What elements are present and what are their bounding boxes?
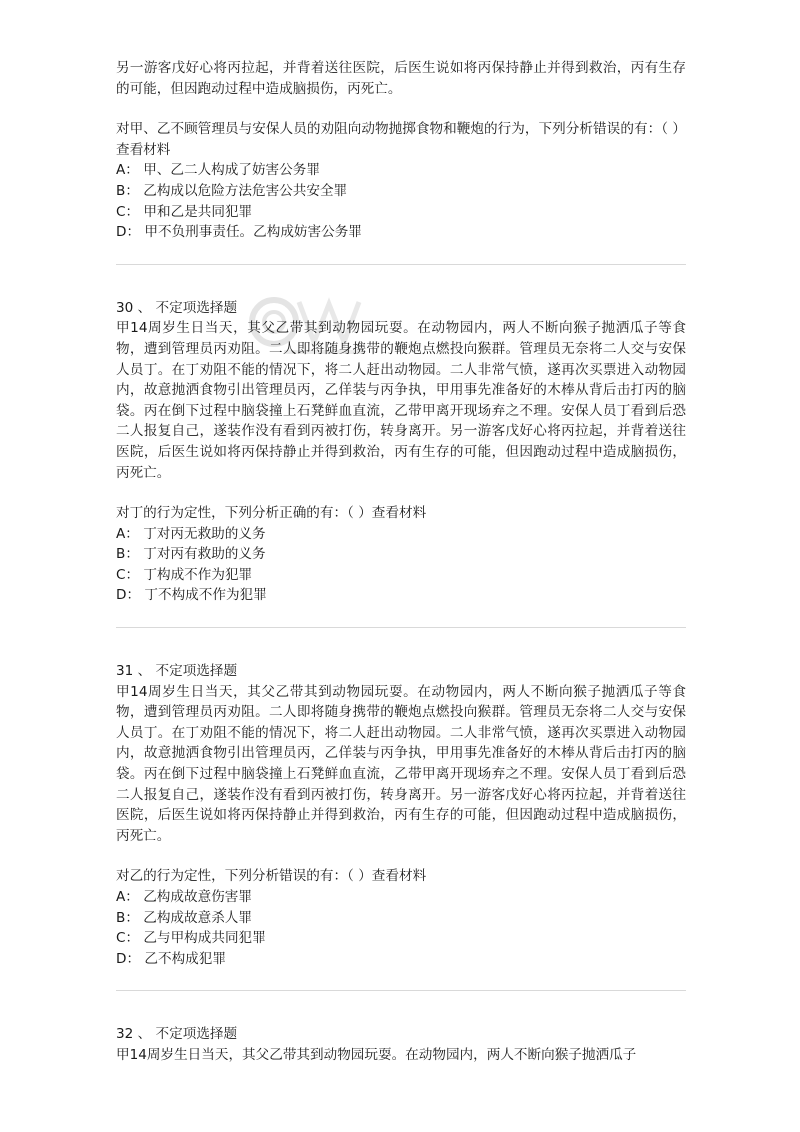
question-stem: 对丁的行为定性，下列分析正确的有：（ ）查看材料 xyxy=(116,505,427,522)
question-header: 30 、 不定项选择题 xyxy=(116,299,238,316)
option-c[interactable]: C： 甲和乙是共同犯罪 xyxy=(116,203,253,220)
divider xyxy=(116,264,686,265)
option-d[interactable]: D： 甲不负刑事责任。乙构成妨害公务罪 xyxy=(116,224,362,241)
question-stem: 对甲、乙不顾管理员与安保人员的劝阻向动物抛掷食物和鞭炮的行为，下列分析错误的有：（ ）查看材料 xyxy=(116,121,686,158)
question-passage: 甲14周岁生日当天，其父乙带其到动物园玩耍。在动物园内，两人不断向猴子抛洒瓜子等食物，遭到管理员丙劝阻。二人即将随身携带的鞭炮点燃投向猴群。管理员无奈将二人交与安保人员丁。在丁劝阻不能的情况下，将二人赶出动物园。二人非常气愤，遂再次买票进入动物园内，故意抛洒食物引出管理员丙，乙佯装与丙争执，甲用事先准备好的木棒从背后击打丙的脑袋。丙在倒下过程中脑袋撞上石凳鲜血直流，乙带甲离开现场弃之不理。安保人员丁看到后恐二人报复自己，遂装作没有看到丙被打伤，转身离开。另一游客戊好心将丙拉起，并背着送往医院，后医生说如将丙保持静止并得到救治，丙有生存的可能，但因跑动过程中造成脑损伤，丙死亡。 xyxy=(116,320,686,481)
question-header: 32 、 不定项选择题 xyxy=(116,1026,238,1043)
option-c[interactable]: C： 乙与甲构成共同犯罪 xyxy=(116,930,266,947)
passage-tail: 另一游客戊好心将丙拉起，并背着送往医院，后医生说如将丙保持静止并得到救治，丙有生存的可能，但因跑动过程中造成脑损伤，丙死亡。 xyxy=(116,60,686,97)
divider xyxy=(116,990,686,991)
option-b[interactable]: B： 丁对丙有救助的义务 xyxy=(116,546,266,563)
option-a[interactable]: A： 乙构成故意伤害罪 xyxy=(116,889,252,905)
divider xyxy=(116,627,686,628)
option-b[interactable]: B： 乙构成故意杀人罪 xyxy=(116,909,252,926)
question-29-tail xyxy=(116,58,686,243)
option-a[interactable]: A： 甲、乙二人构成了妨害公务罪 xyxy=(116,162,320,179)
document-page xyxy=(116,58,686,1066)
option-c[interactable]: C： 丁构成不作为犯罪 xyxy=(116,566,253,583)
question-passage: 甲14周岁生日当天，其父乙带其到动物园玩耍。在动物园内，两人不断向猴子抛洒瓜子 xyxy=(116,1046,637,1063)
option-d[interactable]: D： 丁不构成不作为犯罪 xyxy=(116,587,267,604)
question-passage: 甲14周岁生日当天，其父乙带其到动物园玩耍。在动物园内，两人不断向猴子抛洒瓜子等食物，遭到管理员丙劝阻。二人即将随身携带的鞭炮点燃投向猴群。管理员无奈将二人交与安保人员丁。在丁劝阻不能的情况下，将二人赶出动物园。二人非常气愤，遂再次买票进入动物园内，故意抛洒食物引出管理员丙，乙佯装与丙争执，甲用事先准备好的木棒从背后击打丙的脑袋。丙在倒下过程中脑袋撞上石凳鲜血直流，乙带甲离开现场弃之不理。安保人员丁看到后恐二人报复自己，遂装作没有看到丙被打伤，转身离开。另一游客戊好心将丙拉起，并背着送往医院，后医生说如将丙保持静止并得到救治，丙有生存的可能，但因跑动过程中造成脑损伤，丙死亡。 xyxy=(116,683,686,844)
question-32 xyxy=(116,1024,686,1065)
question-stem: 对乙的行为定性，下列分析错误的有：（ ）查看材料 xyxy=(116,868,427,885)
option-b[interactable]: B： 乙构成以危险方法危害公共安全罪 xyxy=(116,182,348,199)
question-30 xyxy=(116,298,686,606)
option-d[interactable]: D： 乙不构成犯罪 xyxy=(116,950,226,967)
question-31 xyxy=(116,661,686,969)
option-a[interactable]: A： 丁对丙无救助的义务 xyxy=(116,525,266,542)
question-header: 31 、 不定项选择题 xyxy=(116,663,238,680)
